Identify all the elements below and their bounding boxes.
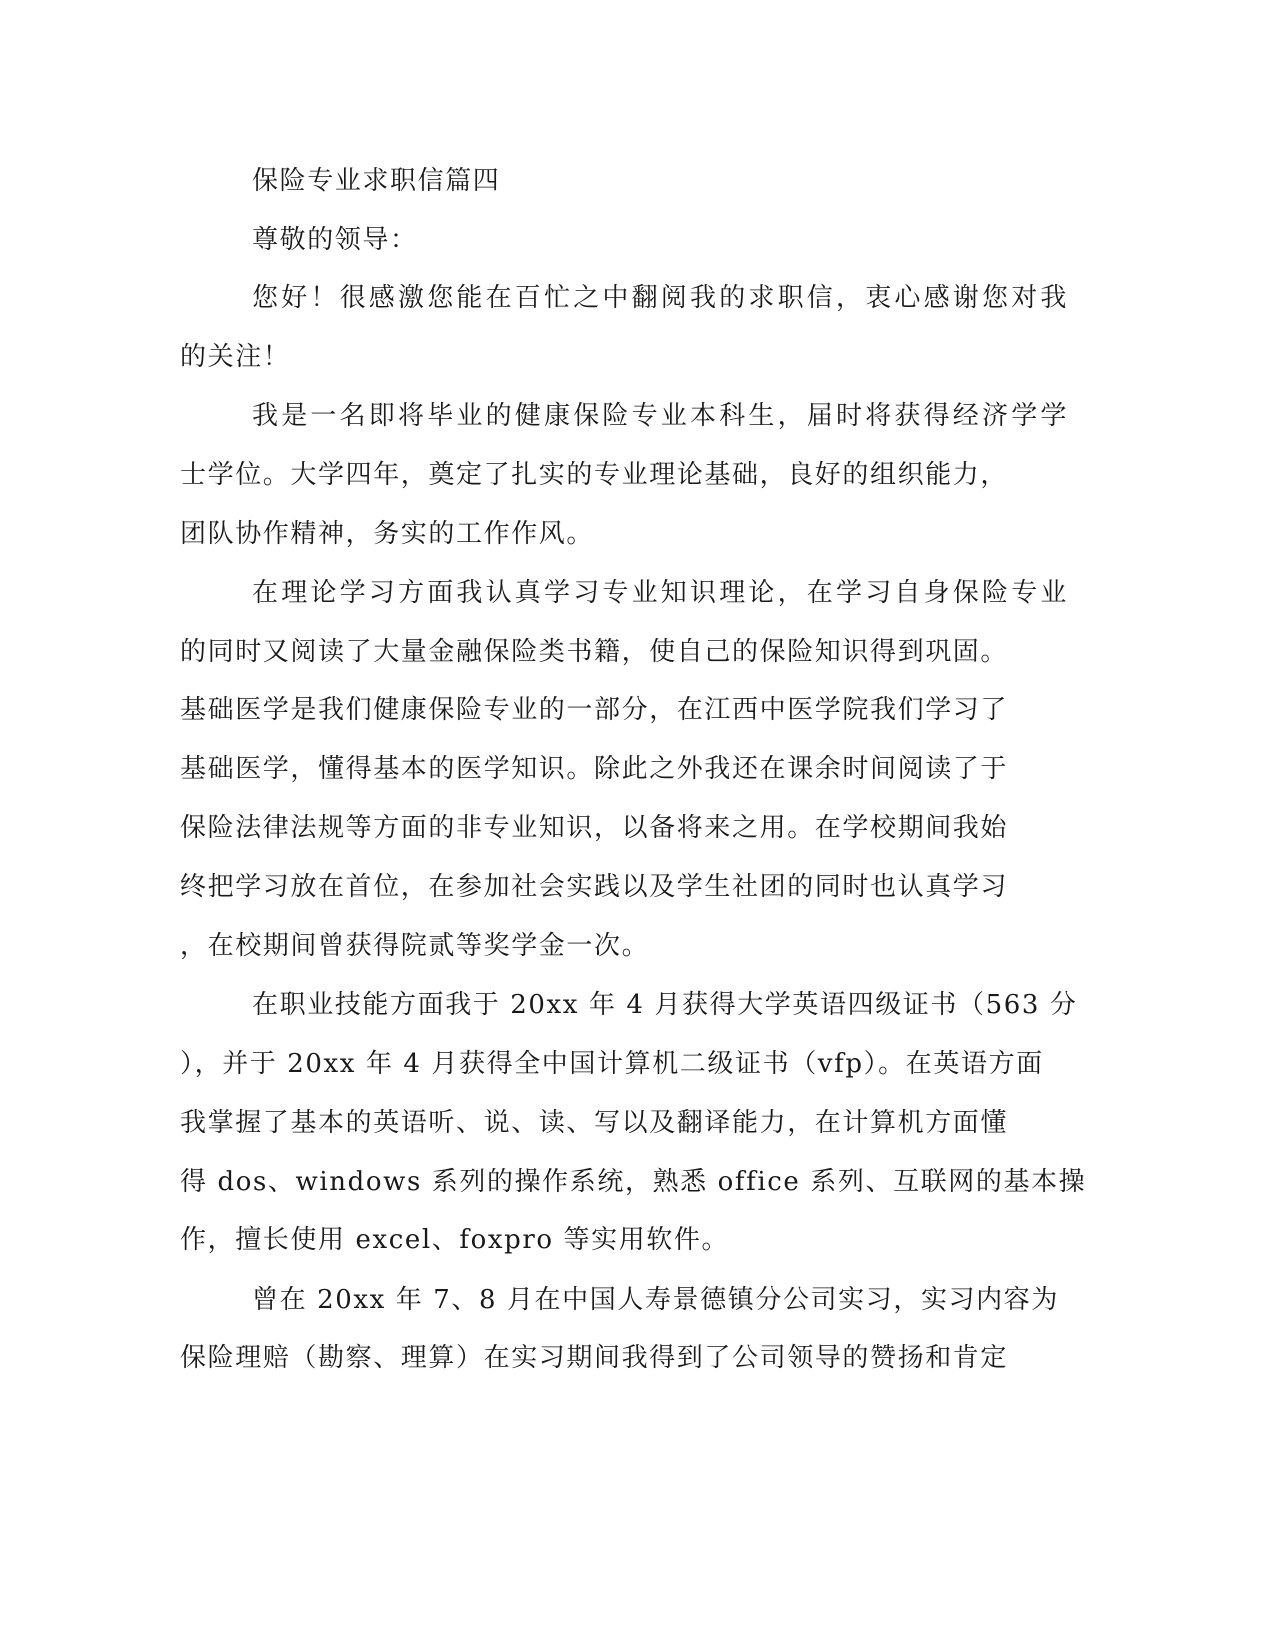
body-line: 的关注！ [180,342,291,372]
body-line: 您好！很感激您能在百忙之中翻阅我的求职信，衷心感谢您对我 [252,283,1070,313]
body-line: 我掌握了基本的英语听、说、读、写以及翻译能力，在计算机方面懂 [180,1108,1009,1138]
body-line: 在职业技能方面我于 20xx 年 4 月获得大学英语四级证书（563 分 [252,990,1078,1020]
body-line: 基础医学是我们健康保险专业的一部分，在江西中医学院我们学习了 [180,695,1009,725]
document-title: 保险专业求职信篇四 [252,166,501,196]
body-line: 曾在 20xx 年 7、8 月在中国人寿景德镇分公司实习，实习内容为 [252,1285,1059,1315]
body-line: 得 dos、windows 系列的操作系统，熟悉 office 系列、互联网的基本操 [180,1167,1087,1197]
body-line: 基础医学，懂得基本的医学知识。除此之外我还在课余时间阅读了于 [180,754,1009,784]
body-line: 保险理赔（勘察、理算）在实习期间我得到了公司领导的赞扬和肯定 [180,1343,1009,1373]
body-line: ，在校期间曾获得院贰等奖学金一次。 [180,931,650,961]
body-line: 作，擅长使用 excel、foxpro 等实用软件。 [180,1225,730,1255]
body-line: 团队协作精神，务实的工作作风。 [180,519,595,549]
body-line: 终把学习放在首位，在参加社会实践以及学生社团的同时也认真学习 [180,872,1009,902]
body-line: 保险法律法规等方面的非专业知识，以备将来之用。在学校期间我始 [180,813,1009,843]
body-line: 我是一名即将毕业的健康保险专业本科生，届时将获得经济学学 [252,401,1070,431]
body-line: 士学位。大学四年，奠定了扎实的专业理论基础，良好的组织能力， [180,460,1009,490]
body-line: 的同时又阅读了大量金融保险类书籍，使自己的保险知识得到巩固。 [180,637,1009,667]
salutation: 尊敬的领导： [252,225,418,255]
body-line: 在理论学习方面我认真学习专业知识理论，在学习自身保险专业 [252,578,1070,608]
body-line: ），并于 20xx 年 4 月获得全中国计算机二级证书（vfp）。在英语方面 [180,1049,1044,1079]
